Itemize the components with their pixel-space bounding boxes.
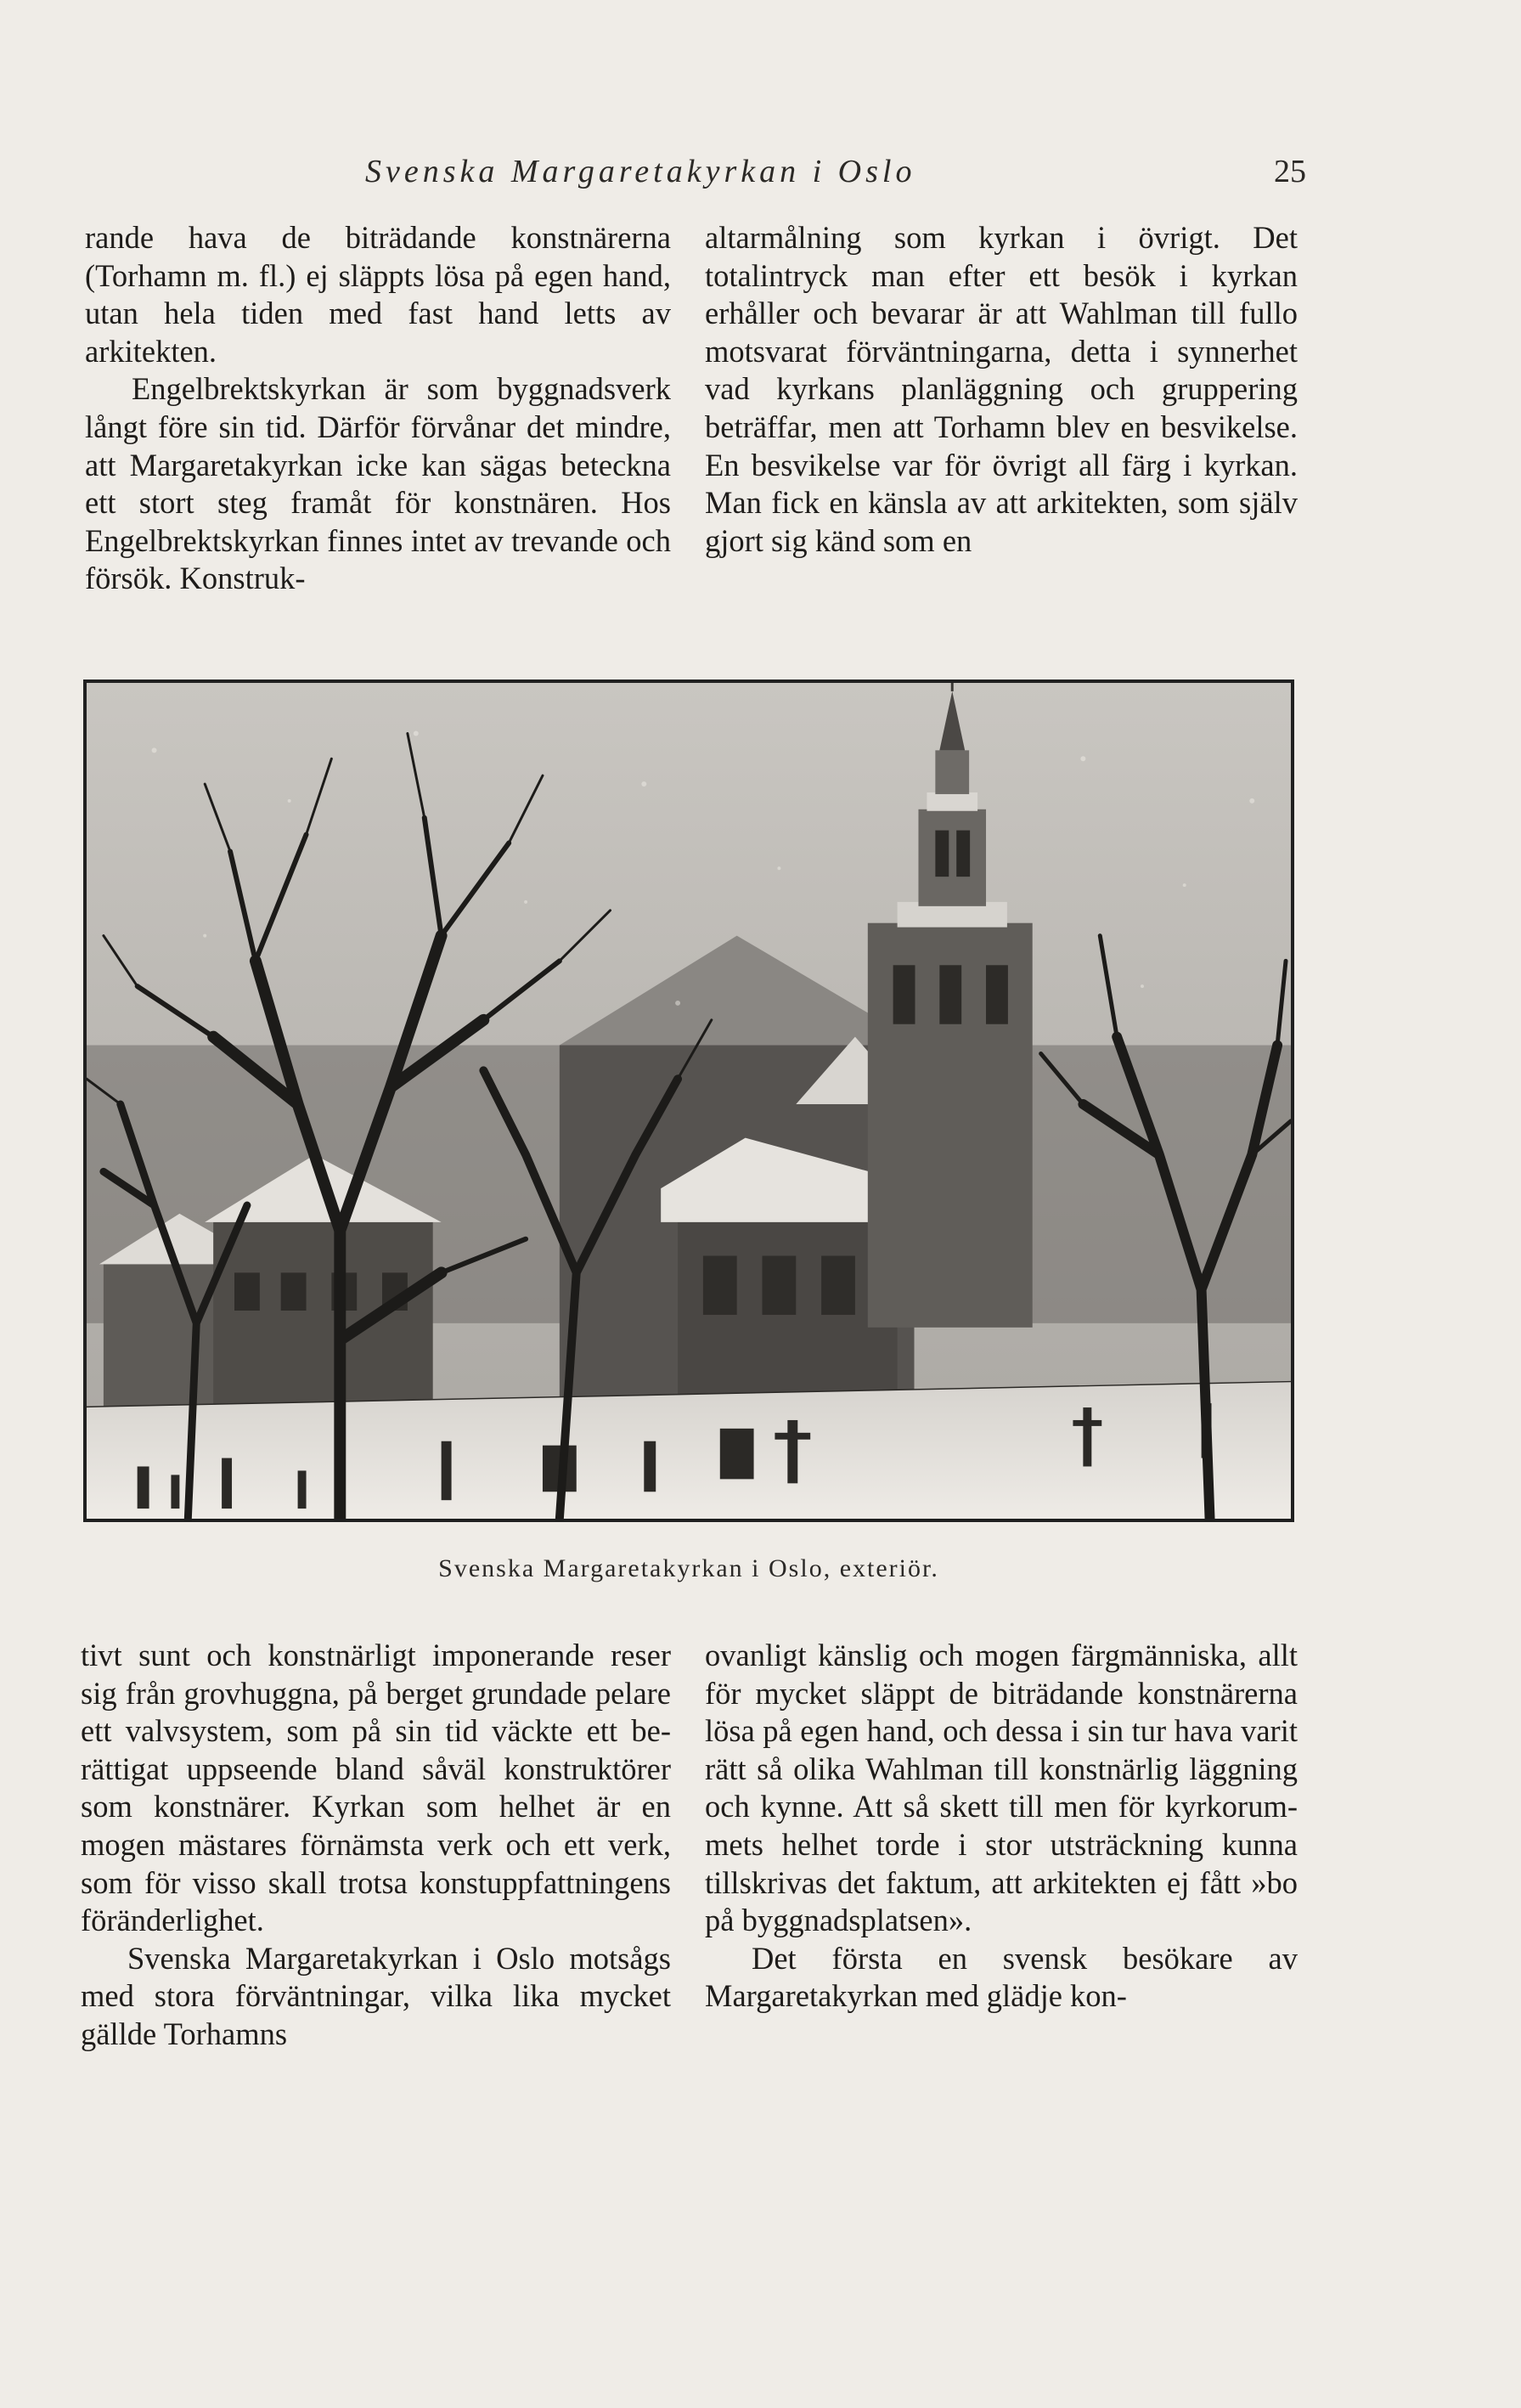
running-title: Svenska Margaretakyrkan i Oslo [365, 154, 916, 189]
church-exterior-photo [83, 680, 1294, 1522]
paragraph: Svenska Margaretakyrkan i Oslo motsågs med stora förväntningar, vilka lika mycket gällde Torhamns [81, 1940, 671, 2051]
paragraph: tivt sunt och konstnärligt imponerande reser sig från grovhuggna, på berget grundade pelare ett valvsystem, som på sin tid väckte ett berättigat uppseende bland såväl konstruktörer som konstnärer. Kyrkan som helhet är en mogen mästares förnämsta verk och ett verk, som för visso skall trotsa konstuppfattningens föränderlighet. [81, 1638, 671, 1938]
paragraph: Engelbrektskyrkan är som byggnadsverk långt före sin tid. Därför förvånar det mindre, att Margaretakyrkan icke kan sägas beteckna ett stort steg framåt för konstnären. Hos Engelbrektskyrkan finnes intet av trevande och försök. Konstruk- [85, 371, 671, 596]
text-column-bottom-right [705, 1637, 1298, 2016]
text-column-top-right [705, 219, 1298, 560]
paragraph: ovanligt känslig och mogen färgmänniska, allt för mycket släppt de biträdande konstnärerna lösa på egen hand, och dessa i sin tur hava varit rätt så olika Wahlman till konstnärlig läggning och kynne. Att så skett till men för kyrkorummets helhet torde i stor utsträckning kunna tillskrivas det faktum, att arkitekten ej fått »bo på byggnadsplatsen». [705, 1638, 1298, 1938]
text-column-top-left [85, 219, 671, 598]
page-number: 25 [1274, 154, 1306, 189]
paragraph: altarmålning som kyrkan i övrigt. Det totalintryck man efter ett besök i kyrkan erhåller och bevarar är att Wahlman till fullo motsvarat förväntningarna, detta i synnerhet vad kyrkans planläggning och gruppering beträffar, men att Torhamn blev en besvikelse. En besvikelse var för övrigt all färg i kyrkan. Man fick en känsla av att arkitekten, som själv gjort sig känd som en [705, 220, 1298, 558]
church-photo-illustration [87, 683, 1291, 1519]
text-column-bottom-left [81, 1637, 671, 2054]
paragraph: rande hava de biträdande konstnärerna (Torhamn m. fl.) ej släppts lösa på egen hand, utan hela tiden med fast hand letts av arkitekten. [85, 220, 671, 369]
figure-caption: Svenska Margaretakyrkan i Oslo, exteriör. [438, 1554, 939, 1582]
paragraph: Det första en svensk besökare av Margaretakyrkan med glädje kon- [705, 1940, 1298, 2014]
